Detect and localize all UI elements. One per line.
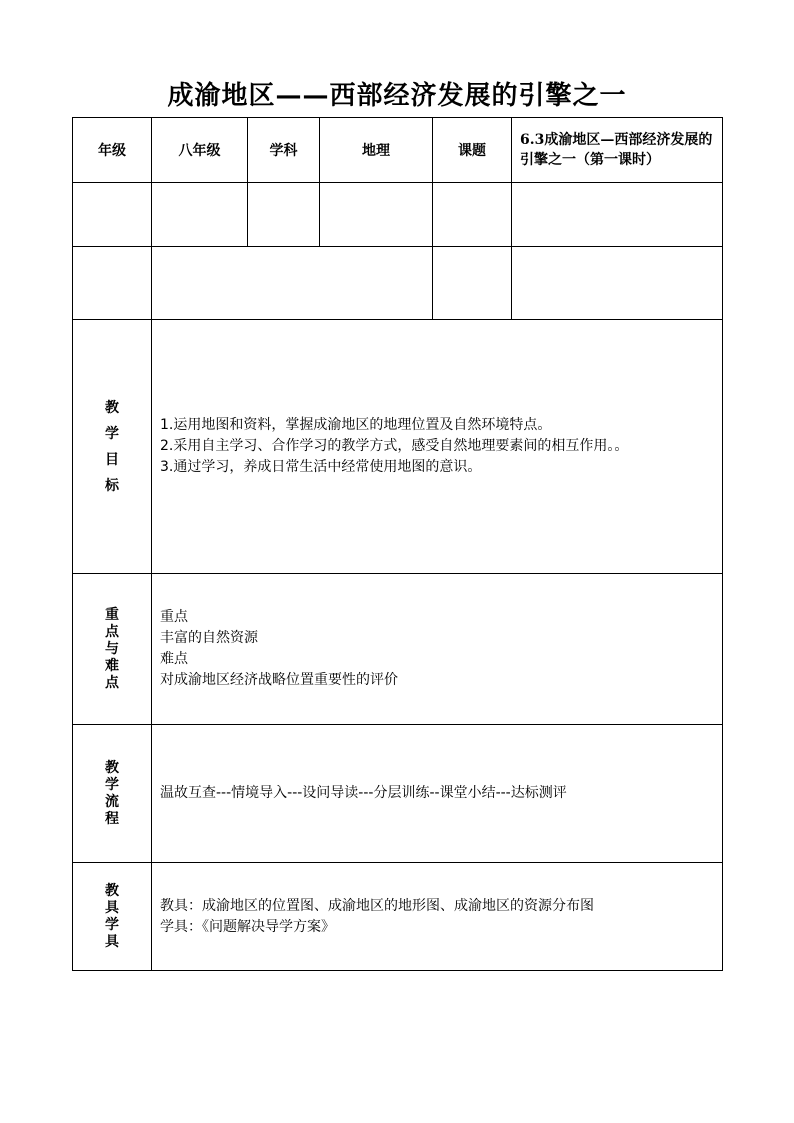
blank-cell-merged [152,247,433,320]
blank-cell [73,183,152,247]
blank-cell [433,183,512,247]
keypoints-label-text: 重点与难点 [105,606,119,691]
goals-label [73,320,152,574]
topic-value: 6.3成渝地区—西部经济发展的引擎之一（第一课时） [512,118,723,183]
header-row [73,118,723,183]
goal-item-2: 2.采用自主学习、合作学习的教学方式，感受自然地理要素间的相互作用。。 [160,438,629,454]
goals-label-text: 教学目标 [105,399,119,494]
goal-item-1: 1.运用地图和资料，掌握成渝地区的地理位置及自然环境特点。 [160,417,552,433]
goals-content [152,320,723,574]
blank-row-1 [73,183,723,247]
blank-cell [512,247,723,320]
blank-cell [152,183,248,247]
blank-cell [248,183,320,247]
keypoint-item-4: 对成渝地区经济战略位置重要性的评价 [160,672,398,688]
blank-cell [73,247,152,320]
keypoint-item-3: 难点 [160,651,188,667]
grade-value: 八年级 [152,118,248,183]
keypoints-label [73,574,152,725]
goal-item-3: 3.通过学习，养成日常生活中经常使用地图的意识。 [160,459,482,475]
grade-label: 年级 [73,118,152,183]
keypoints-row [73,574,723,725]
tools-item-1: 教具：成渝地区的位置图、成渝地区的地形图、成渝地区的资源分布图 [160,897,594,914]
process-label [73,725,152,863]
document-title: 成渝地区——西部经济发展的引擎之一 [167,81,627,111]
lesson-plan-table [72,117,723,971]
tools-content [152,863,723,971]
keypoint-item-1: 重点 [160,609,188,625]
tools-label-text: 教具学具 [105,882,119,950]
topic-label: 课题 [433,118,512,183]
tools-item-2: 学具：《问题解决导学方案》 [160,918,335,935]
goals-row [73,320,723,574]
blank-cell [433,247,512,320]
process-row [73,725,723,863]
subject-value: 地理 [320,118,433,183]
keypoint-item-2: 丰富的自然资源 [160,630,258,646]
blank-cell [320,183,433,247]
subject-label: 学科 [248,118,320,183]
tools-row [73,863,723,971]
tools-label [73,863,152,971]
blank-row-2 [73,247,723,320]
process-label-text: 教学流程 [105,759,119,827]
blank-cell [512,183,723,247]
keypoints-content [152,574,723,725]
process-content [152,725,723,863]
process-text: 温故互查---情境导入---设问导读---分层训练--课堂小结---达标测评 [160,785,567,801]
